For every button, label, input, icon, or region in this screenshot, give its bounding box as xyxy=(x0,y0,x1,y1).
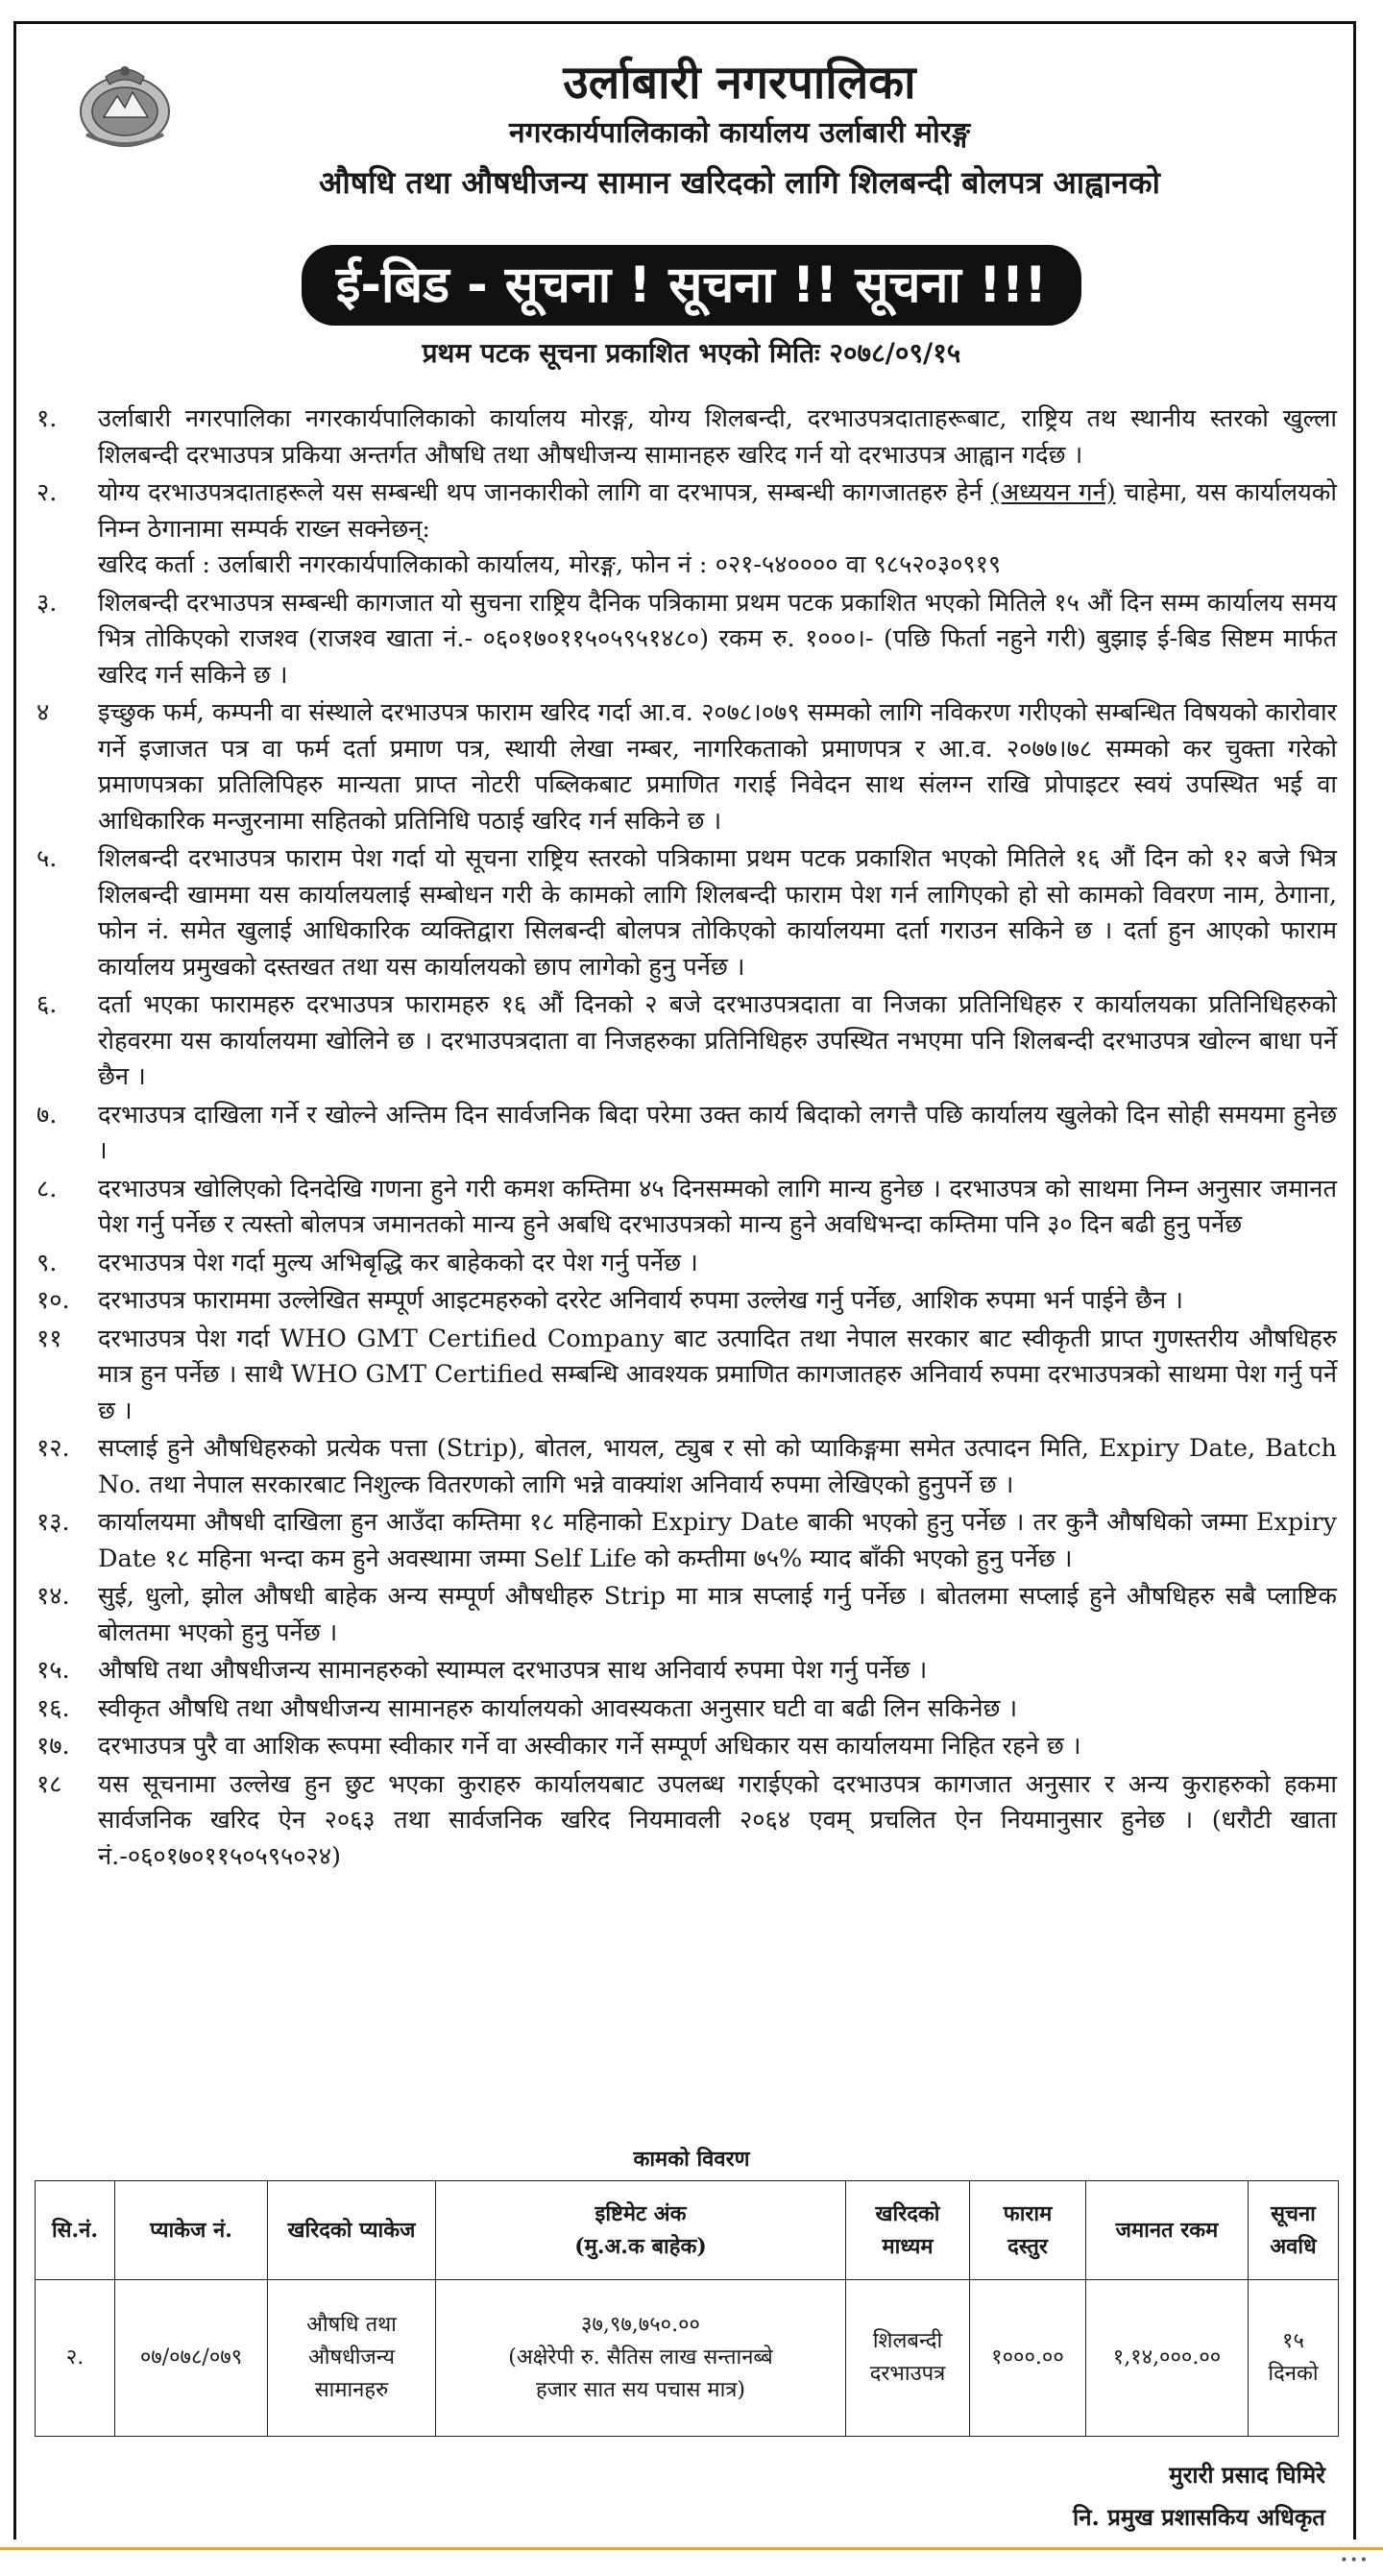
list-item xyxy=(36,1322,1337,1430)
cell-fee: १०००.०० xyxy=(970,2280,1086,2437)
signature-block xyxy=(1073,2454,1325,2539)
item-text: स्वीकृत औषधि तथा औषधीजन्य सामानहरु कार्यालयको आवस्यकता अनुसार घटी वा बढी लिन सकिनेछ । xyxy=(98,1693,1018,1723)
item-text-tail: चाहेमा, यस कार्यालयको निम्न ठेगानामा सम्पर्क राख्न सक्नेछन्: xyxy=(98,478,1337,544)
fee-header-2: दस्तुर xyxy=(1007,2234,1048,2259)
cell-period xyxy=(1249,2280,1339,2437)
package-line: औषधीजन्य xyxy=(307,2345,396,2369)
header xyxy=(154,53,1325,207)
list-item xyxy=(36,586,1337,694)
item-text: दरभाउपत्र खोलिएको दिनदेखि गणना हुने गरी कमश कम्तिमा ४५ दिनसम्मको लागि मान्य हुनेछ । दरभाउपत्र को साथमा निम्न अनुसार जमानत पेश गर्नु पर्नेछ र त्यस्तो बोलपत्र जमानतको मान्य हुने अबधि दरभाउपत्रको मान्य हुने अवधिभन्दा कम्तिमा पनि ३० दिन बढी हुनु पर्नेछ xyxy=(98,1174,1337,1239)
item-text-part: योग्य दरभाउपत्रदाताहरूले यस सम्बन्धी थप जानकारीको लागि वा दरभापत्र, सम्बन्धी कागजातहरु हेर्न xyxy=(98,478,983,507)
list-item xyxy=(36,1691,1337,1728)
cell-deposit: १,१४,०००.०० xyxy=(1086,2280,1249,2437)
col-package-no: प्याकेज नं. xyxy=(115,2181,268,2280)
list-item xyxy=(36,475,1337,584)
banner-wrap xyxy=(0,245,1383,326)
col-period xyxy=(1249,2181,1339,2280)
estimate-amount: ३७,९७,७५०.०० xyxy=(581,2313,700,2337)
package-line: सामानहरु xyxy=(314,2378,389,2402)
period-days: १५ xyxy=(1282,2329,1304,2353)
more-icon: ••• xyxy=(1340,2553,1370,2568)
item-text: दरभाउपत्र पेश गर्दा WHO GMT Certified Company बाट उत्पादित तथा नेपाल सरकार बाट स्वीकृती प्राप्त गुणस्तरीय औषधिहरु मात्र हुन पर्नेछ । साथै WHO GMT Certified सम्बन्धि आवश्यक प्रमाणित कागजातहरु अनिवार्य रुपमा दरभाउपत्रको साथमा पेश गर्नु पर्ने छ । xyxy=(98,1324,1337,1425)
item-text: दरभाउपत्र पुरै वा आशिक रूपमा स्वीकार गर्ने वा अस्वीकार गर्ने सम्पूर्ण अधिकार यस कार्यालयमा निहित रहने छ । xyxy=(98,1732,1081,1761)
cell-package-no: ०७/०७८/०७९ xyxy=(115,2280,268,2437)
list-item xyxy=(36,1431,1337,1503)
cell-sn: २. xyxy=(36,2280,115,2437)
item-number: ९. xyxy=(36,1248,58,1277)
item-text: दरभाउपत्र दाखिला गर्ने र खोल्ने अन्तिम दिन सार्वजनिक बिदा परेमा उक्त कार्य बिदाको लगत्तै पछि कार्यालय खुलेको दिन सोही समयमा हुनेछ । xyxy=(98,1100,1337,1165)
estimate-words: हजार सात सय पचास मात्र) xyxy=(535,2378,746,2402)
col-estimate xyxy=(436,2181,846,2280)
e-bid-banner: ई-बिड - सूचना ! सूचना !! सूचना !!! xyxy=(302,245,1081,326)
bottom-rule xyxy=(0,2547,1383,2550)
item-number: १८ xyxy=(36,1769,62,1799)
method-line: दरभाउपत्र xyxy=(869,2362,946,2386)
item-number: २. xyxy=(36,478,58,507)
item-text: यस सूचनामा उल्लेख हुन छुट भएका कुराहरु कार्यालयबाट उपलब्ध गराईएको दरभाउपत्र कागजात अनुसार र अन्य कुराहरुको हकमा सार्वजनिक खरिद ऐन २०६३ तथा सार्वजनिक खरिद नियमावली २०६४ एवम् प्रचलित ऐन नियमानुसार हुनेछ । (धरौटी खाता नं.-०६०१७०११५०५९५०२४) xyxy=(98,1769,1337,1871)
item-text: शिलबन्दी दरभाउपत्र सम्बन्धी कागजात यो सुचना राष्ट्रिय दैनिक पत्रिकामा प्रथम पटक प्रकाशित भएको मितिले १५ औं दिन सम्म कार्यालय समय भित्र तोकिएको राजश्व (राजश्व खाता नं.- ०६०१७०११५०५९५१४८०) रकम रु. १०००।- (पछि फिर्ता नहुने गरी) बुझाइ ई-बिड सिष्टम मार्फत खरिद गर्न सकिने छ । xyxy=(98,588,1337,690)
notice-items xyxy=(36,401,1337,1877)
list-item xyxy=(36,1653,1337,1689)
item-number: ३. xyxy=(36,588,58,618)
notice-title: औषधि तथा औषधीजन्य सामान खरिदको लागि शिलबन्दी बोलपत्र आह्वानको xyxy=(319,164,1160,201)
list-item xyxy=(36,1172,1337,1244)
item-text: उर्लाबारी नगरपालिका नगरकार्यपालिकाको कार्यालय मोरङ्ग, योग्य शिलबन्दी, दरभाउपत्रदाताहरूबाट, राष्ट्रिय तथ स्थानीय स्तरको खुल्ला शिलबन्दी दरभाउपत्र प्रकिया अन्तर्गत औषधि तथा औषधीजन्य सामानहरु खरिद गर्न यो दरभाउपत्र आह्वान गर्दछ । xyxy=(98,404,1337,470)
list-item xyxy=(36,695,1337,839)
col-deposit: जमानत रकम xyxy=(1086,2181,1249,2280)
col-package: खरिदको प्याकेज xyxy=(268,2181,436,2280)
item-text: इच्छुक फर्म, कम्पनी वा संस्थाले दरभाउपत्र फाराम खरिद गर्दा आ.व. २०७८।०७९ सम्मको लागि नविकरण गरीएको सम्बन्धित विषयको कारोवार गर्ने इजाजत पत्र वा फर्म दर्ता प्रमाण पत्र, स्थायी लेखा नम्बर, नागरिकताको प्रमाणपत्र र आ.व. २०७७।७८ सम्मको कर चुक्ता गरेको प्रमाणपत्रका प्रतिलिपिहरु मान्यता प्राप्त नोटरी पब्लिकबाट प्रमाणित गराई निवेदन साथ संलग्न राखि प्रोपाइटर स्वयं उपस्थित भई वा आधिकारिक मन्जुरनामा सहितको प्रतिनिधि पठाई खरिद गर्न सकिने छ । xyxy=(98,698,1337,836)
item-text: दर्ता भएका फारामहरु दरभाउपत्र फारामहरु १६ औं दिनको २ बजे दरभाउपत्रदाता वा निजका प्रतिनिधिहरु र कार्यालयका प्रतिनिधिहरुको रोहवरमा यस कार्यालयमा खोलिने छ । दरभाउपत्रदाता वा निजहरुका प्रतिनिधिहरु उपस्थित नभएमा पनि शिलबन्दी दरभाउपत्र खोल्न बाधा पर्ने छैन । xyxy=(98,990,1337,1091)
table-row xyxy=(36,2280,1339,2437)
item-number: १२. xyxy=(36,1434,70,1463)
item-number: १. xyxy=(36,404,58,433)
estimate-subheader: (मु.अ.क बाहेक) xyxy=(574,2234,707,2259)
item-text: दरभाउपत्र फाराममा उल्लेखित सम्पूर्ण आइटमहरुको दररेट अनिवार्य रुपमा उल्लेख गर्नु पर्नेछ, आशिक रुपमा भर्न पाईने छैन । xyxy=(98,1286,1183,1315)
item-text: कार्यालयमा औषधी दाखिला हुन आउँदा कम्तिमा १८ महिनाको Expiry Date बाकी भएको हुनु पर्नेछ । तर कुनै औषधिको जम्मा Expiry Date १८ महिना भन्दा कम हुने अवस्थामा जम्मा Self Life को कम्तीमा ७५% म्याद बाँकी भएको हुनु पर्नेछ । xyxy=(98,1508,1337,1573)
list-item xyxy=(36,1098,1337,1170)
list-item xyxy=(36,1729,1337,1765)
publication-date: प्रथम पटक सूचना प्रकाशित भएको मितिः २०७८/०९/१५ xyxy=(422,337,961,369)
method-header-1: खरिदको xyxy=(875,2201,940,2226)
office-subtitle: नगरकार्यपालिकाको कार्यालय उर्लाबारी मोरङ्ग xyxy=(508,116,971,150)
item-number: १७. xyxy=(36,1732,70,1761)
item-number: ११ xyxy=(36,1324,62,1353)
item-number: ८. xyxy=(36,1174,58,1203)
list-item xyxy=(36,1283,1337,1320)
estimate-header: इष्टिमेट अंक xyxy=(594,2201,687,2226)
purchaser-contact: खरिद कर्ता : उर्लाबारी नगरकार्यपालिकाको कार्यालय, मोरङ्ग, फोन नं : ०२१-५४०००० वा ९८५२०३०९१९ xyxy=(98,550,1002,579)
method-line: शिलबन्दी xyxy=(872,2329,943,2353)
col-method xyxy=(846,2181,970,2280)
office-name: उर्लाबारी नगरपालिका xyxy=(563,56,916,109)
item-number: १६. xyxy=(36,1693,70,1723)
item-text: शिलबन्दी दरभाउपत्र फाराम पेश गर्दा यो सूचना राष्ट्रिय स्तरको पत्रिकामा प्रथम पटक प्रकाशित भएको मितिले १६ औं दिन को १२ बजे भित्र शिलबन्दी खाममा यस कार्यालयलाई सम्बोधन गरी के कामको लागि शिलबन्दी फाराम पेश गर्न लागिएको हो सो कामको विवरण नाम, ठेगाना, फोन नं. समेत खुलाई आधिकारिक व्यक्तिद्वारा सिलबन्दी बोलपत्र तोकिएको कार्यालयमा दर्ता गराउन सकिने छ । दर्ता हुन आएको फाराम कार्यालय प्रमुखको दस्तखत तथा यस कार्यालयको छाप लागेको हुनु पर्नेछ । xyxy=(98,844,1337,982)
works-table xyxy=(35,2180,1339,2437)
estimate-words: (अक्षेरेपी रु. सैतिस लाख सन्तानब्बे xyxy=(508,2345,773,2369)
period-header-1: सूचना xyxy=(1271,2201,1316,2226)
table-header-row xyxy=(36,2181,1339,2280)
col-sn: सि.नं. xyxy=(36,2181,115,2280)
period-header-2: अवधि xyxy=(1270,2234,1317,2259)
item-text: दरभाउपत्र पेश गर्दा मुल्य अभिबृद्धि कर बाहेकको दर पेश गर्नु पर्नेछ । xyxy=(98,1248,698,1277)
col-fee xyxy=(970,2181,1086,2280)
item-text xyxy=(98,475,1337,584)
signatory-name: मुरारी प्रसाद घिमिरे xyxy=(1169,2461,1325,2489)
cell-method xyxy=(846,2280,970,2437)
cell-estimate xyxy=(436,2280,846,2437)
item-text: सुई, धुलो, झोल औषधी बाहेक अन्य सम्पूर्ण औषधीहरु Strip मा मात्र सप्लाई गर्नु पर्नेछ । बोतलमा सप्लाई हुने औषधिहरु सबै प्लाष्टिक बोलतमा भएको हुनु पर्नेछ । xyxy=(98,1582,1337,1647)
item-number: १३. xyxy=(36,1508,70,1537)
package-line: औषधि तथा xyxy=(306,2313,397,2337)
method-header-2: माध्यम xyxy=(882,2234,934,2259)
fee-header-1: फाराम xyxy=(1003,2201,1053,2226)
item-number: ६. xyxy=(36,990,58,1019)
item-underlined-text: (अध्ययन गर्न) xyxy=(990,478,1116,507)
list-item xyxy=(36,987,1337,1096)
item-number: ७. xyxy=(36,1100,58,1130)
period-unit: दिनको xyxy=(1268,2362,1319,2386)
list-item xyxy=(36,1505,1337,1577)
item-number: ४ xyxy=(36,698,50,727)
list-item xyxy=(36,401,1337,474)
item-number: १४. xyxy=(36,1582,70,1611)
item-number: १०. xyxy=(36,1286,70,1315)
item-number: ५. xyxy=(36,844,58,873)
item-number: १५. xyxy=(36,1656,70,1685)
works-table-title: कामको विवरण xyxy=(633,2147,750,2172)
list-item xyxy=(36,1246,1337,1282)
list-item xyxy=(36,1579,1337,1651)
signatory-title: नि. प्रमुख प्रशासकिय अधिकृत xyxy=(1072,2503,1325,2531)
list-item xyxy=(36,1767,1337,1876)
item-text: सप्लाई हुने औषधिहरुको प्रत्येक पत्ता (Strip), बोतल, भायल, ट्युब र सो को प्याकिङ्गमा समेत उत्पादन मिति, Expiry Date, Batch No. तथा नेपाल सरकारबाट निशुल्क वितरणको लागि भन्ने वाक्यांश अनिवार्य रुपमा लेखिएको हुनुपर्ने छ । xyxy=(98,1434,1337,1499)
list-item xyxy=(36,841,1337,985)
item-text: औषधि तथा औषधीजन्य सामानहरुको स्याम्पल दरभाउपत्र साथ अनिवार्य रुपमा पेश गर्नु पर्नेछ । xyxy=(98,1656,928,1685)
cell-package xyxy=(268,2280,436,2437)
